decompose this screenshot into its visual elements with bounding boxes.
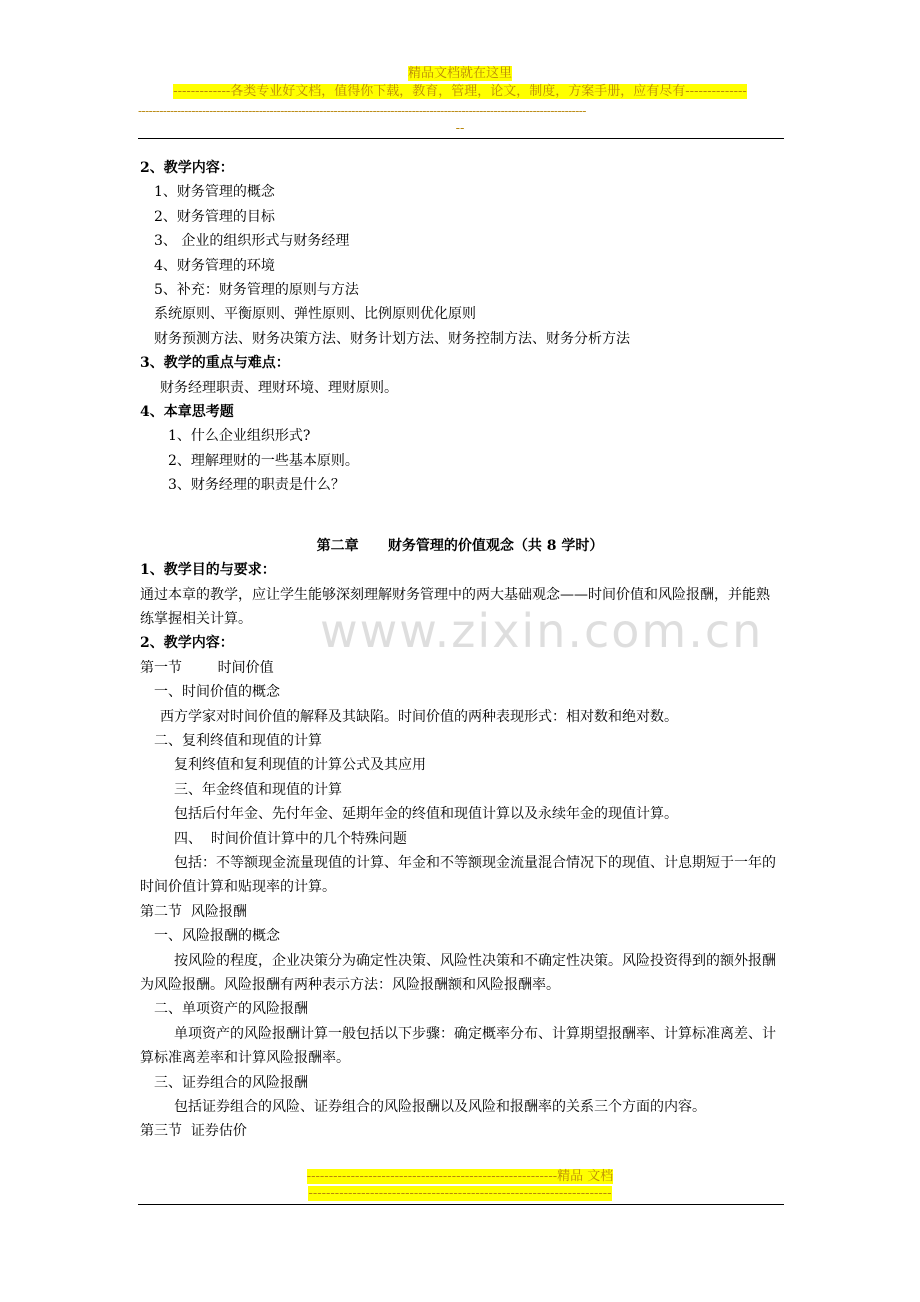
header-subtitle: -------------各类专业好文档，值得你下载，教育，管理，论文，制度，方案手册，应有尽有-------------- — [173, 84, 747, 99]
item-title: 三、年金终值和现值的计算 — [174, 781, 342, 798]
list-item: 1、什么企业组织形式? — [168, 428, 311, 445]
section-title: 2、教学内容： — [140, 635, 234, 652]
item-title: 二、单项资产的风险报酬 — [154, 1001, 308, 1018]
chapter-title: 第二章 财务管理的价值观念（共 8 学时） — [316, 537, 604, 554]
section-title: 2、教学内容： — [140, 160, 234, 176]
paragraph: 包括证券组合的风险、证券组合的风险报酬以及风险和报酬率的关系三个方面的内容。 — [174, 1099, 706, 1116]
footer-rule — [138, 1204, 784, 1205]
list-item: 3、 企业的组织形式与财务经理 — [154, 233, 350, 250]
subsection-title: 第一节 时间价值 — [140, 659, 274, 676]
section-title: 4、本章思考题 — [140, 404, 234, 421]
list-item: 1、财务管理的概念 — [154, 184, 275, 201]
subsection-title: 第三节 证券估价 — [140, 1123, 247, 1140]
paragraph: 通过本章的教学，应让学生能够深刻理解财务管理中的两大基础观念——时间价值和风险报酬，并能熟练掌握相关计算。 — [140, 586, 770, 627]
paragraph: 复利终值和复利现值的计算公式及其应用 — [174, 757, 426, 774]
subsection-title: 第二节 风险报酬 — [140, 903, 247, 920]
watermark: www.zixin.com.cn — [320, 604, 764, 658]
section-title: 3、教学的重点与难点： — [140, 355, 290, 372]
paragraph: 包括：不等额现金流量现值的计算、年金和不等额现金流量混合情况下的现值、计息期短于一年的时间价值计算和贴现率的计算。 — [140, 854, 776, 896]
list-item: 4、财务管理的环境 — [154, 257, 275, 274]
footer-line-2: --------------------------------------------------------------------- — [308, 1186, 612, 1201]
item-title: 一、时间价值的概念 — [154, 684, 280, 701]
header-rule — [138, 138, 784, 139]
list-item: 2、财务管理的目标 — [154, 208, 275, 225]
header-dashes: ------------------------------------------------------------------------------------------------------------------------------ — [138, 104, 586, 118]
paragraph: 单项资产的风险报酬计算一般包括以下步骤：确定概率分布、计算期望报酬率、计算标准离差、计算标准离差率和计算风险报酬率。 — [140, 1025, 776, 1067]
spacer — [140, 498, 780, 534]
paragraph: 财务经理职责、理财环境、理财原则。 — [160, 379, 398, 396]
header-title: 精品文档就在这里 — [407, 66, 512, 81]
document-body — [140, 156, 780, 1144]
list-item: 5、补充：财务管理的原则与方法 — [154, 282, 359, 299]
list-item: 2、理解理财的一些基本原则。 — [168, 452, 359, 469]
header-dashes-tail: -- — [455, 121, 465, 136]
paragraph: 按风险的程度，企业决策分为确定性决策、风险性决策和不确定性决策。风险投资得到的额外报酬为风险报酬。风险报酬有两种表示方法：风险报酬额和风险报酬率。 — [140, 952, 776, 993]
paragraph: 包括后付年金、先付年金、延期年金的终值和现值计算以及永续年金的现值计算。 — [174, 806, 678, 823]
paragraph: 财务预测方法、财务决策方法、财务计划方法、财务控制方法、财务分析方法 — [154, 330, 630, 347]
item-title: 一、风险报酬的概念 — [154, 928, 280, 945]
paragraph: 系统原则、平衡原则、弹性原则、比例原则优化原则 — [154, 306, 476, 323]
item-title: 二、复利终值和现值的计算 — [154, 732, 322, 749]
paragraph: 西方学家对时间价值的解释及其缺陷。时间价值的两种表现形式：相对数和绝对数。 — [160, 708, 678, 725]
item-title: 四、 时间价值计算中的几个特殊问题 — [174, 830, 407, 847]
item-title: 三、证券组合的风险报酬 — [154, 1074, 308, 1091]
list-item: 3、财务经理的职责是什么？ — [168, 477, 345, 494]
footer-line-1: ---------------------------------------------------------精品 文档 — [306, 1169, 614, 1184]
section-title: 1、教学目的与要求： — [140, 562, 276, 579]
